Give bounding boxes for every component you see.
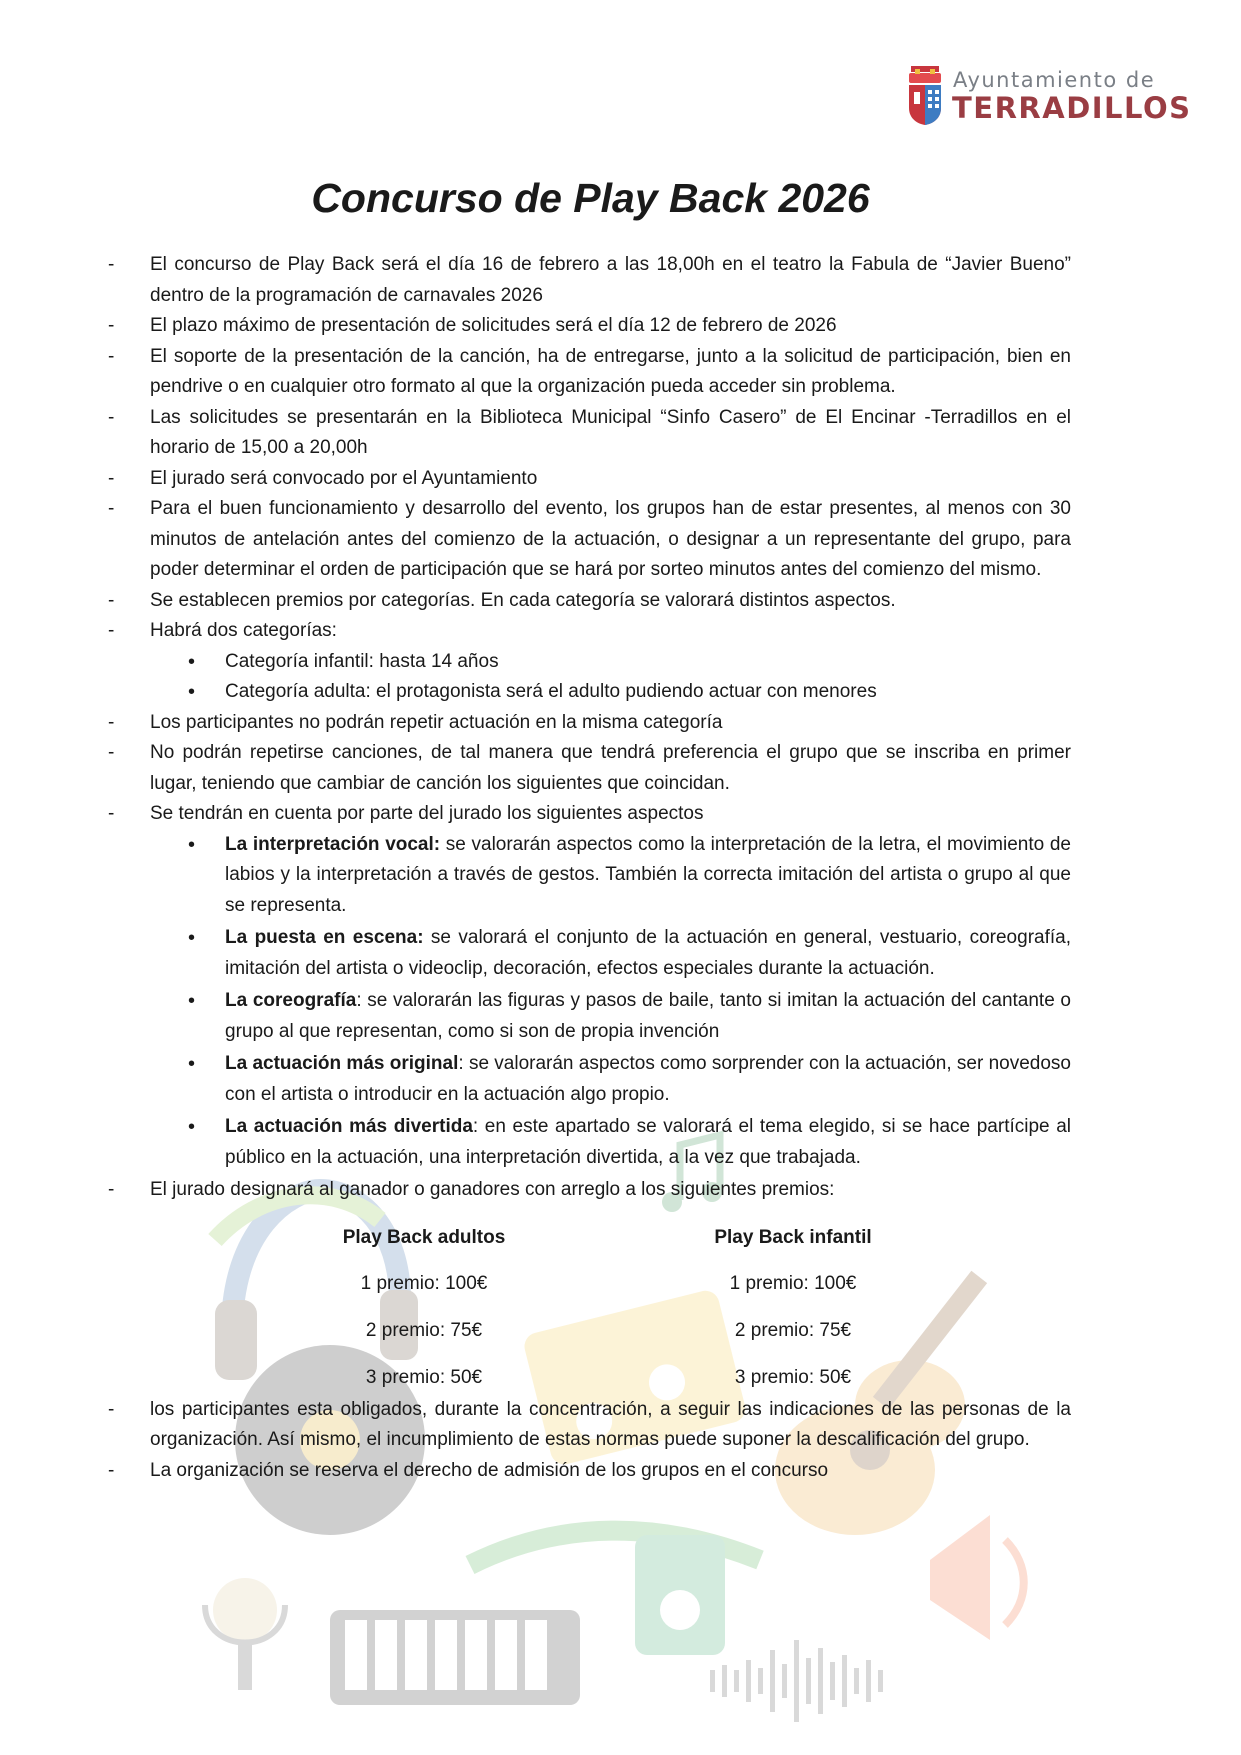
rule-item: - Las solicitudes se presentarán en la Biblioteca Municipal “Sinfo Casero” de El Encinar -Terradillos en el horario de 15,00 a 20,00h [108, 403, 1071, 464]
aspect-term: La actuación más original [225, 1053, 459, 1074]
prizes-table [108, 1223, 1071, 1388]
aspect-item [108, 923, 1071, 984]
aspect-item [108, 986, 1071, 1047]
aspect-text: se valorarán aspectos como la interpretación de la letra, el movimiento de labios y la interpretación a través de gestos. También la correcta imitación del artista o grupo al que se representa. [225, 833, 1071, 916]
category-item: • Categoría infantil: hasta 14 años [108, 647, 1071, 678]
logo-line-2: TERRADILLOS [952, 91, 1192, 125]
aspect-text: se valorará el conjunto de la actuación en general, vestuario, coreografía, imitación del artista o videoclip, decoración, efectos especiales durante la actuación. [225, 927, 1071, 979]
aspect-text: : se valorarán las figuras y pasos de baile, tanto si imitan la actuación del cantante o grupo al que representan, como si son de propia invención [225, 990, 1071, 1042]
prize-row: 1 premio: 100€ [729, 1272, 857, 1294]
logo-line-1: Ayuntamiento de [953, 68, 1156, 92]
rule-item: - El jurado designará al ganador o ganadores con arreglo a los siguientes premios: [108, 1175, 1071, 1206]
aspect-term: La puesta en escena: [225, 927, 424, 948]
category-item: • Categoría adulta: el protagonista será el adulto pudiendo actuar con menores [108, 677, 1071, 708]
prize-row: 1 premio: 100€ [360, 1272, 488, 1294]
prizes-adults-title: Play Back adultos [342, 1226, 506, 1248]
coat-of-arms-icon [905, 64, 945, 126]
rule-item: - Se establecen premios por categorías. En cada categoría se valorará distintos aspectos. [108, 586, 1071, 617]
town-hall-logo [905, 64, 1192, 128]
aspect-term: La coreografía [225, 990, 357, 1011]
aspect-item [108, 830, 1071, 922]
rule-item: - El plazo máximo de presentación de solicitudes será el día 12 de febrero de 2026 [108, 311, 1071, 342]
prizes-adults-column [274, 1223, 574, 1410]
rule-item: - Los participantes no podrán repetir actuación en la misma categoría [108, 708, 1071, 739]
prize-row: 3 premio: 50€ [734, 1366, 852, 1388]
rule-item: - Se tendrán en cuenta por parte del jurado los siguientes aspectos [108, 799, 1071, 830]
rule-item: - El soporte de la presentación de la canción, ha de entregarse, junto a la solicitud de participación, bien en pendrive o en cualquier otro formato al que la organización pueda acceder sin problema. [108, 342, 1071, 403]
rule-item: - los participantes esta obligados, durante la concentración, a seguir las indicaciones de las personas de la organización. Así mismo, el incumplimiento de estas normas puede suponer la descalificación del grupo. [108, 1395, 1071, 1456]
prize-row: 2 premio: 75€ [734, 1319, 852, 1341]
rule-item: - El concurso de Play Back será el día 16 de febrero a las 18,00h en el teatro la Fabula de “Javier Bueno” dentro de la programación de carnavales 2026 [108, 250, 1071, 311]
prizes-kids-column [643, 1223, 943, 1410]
aspect-item [108, 1112, 1071, 1173]
rule-item: - No podrán repetirse canciones, de tal manera que tendrá preferencia el grupo que se inscriba en primer lugar, teniendo que cambiar de canción los siguientes que coincidan. [108, 738, 1071, 799]
aspect-term: La interpretación vocal: [225, 833, 441, 855]
rule-item: - Para el buen funcionamiento y desarrollo del evento, los grupos han de estar presentes, al menos con 30 minutos de antelación antes del comienzo de la actuación, o designar a un representante del grupo, para poder determinar el orden de participación que se hará por sorteo minutos antes del comienzo del mismo. [108, 494, 1071, 586]
rule-item: - La organización se reserva el derecho de admisión de los grupos en el concurso [108, 1456, 1071, 1487]
document-body [108, 250, 1071, 1486]
rule-item: - El jurado será convocado por el Ayuntamiento [108, 464, 1071, 495]
aspect-term: La actuación más divertida [225, 1116, 473, 1137]
aspect-text: : se valorarán aspectos como sorprender con la actuación, ser novedoso con el artista o introducir en la actuación algo propio. [225, 1053, 1071, 1105]
aspect-text: : en este apartado se valorará el tema elegido, si se hace partícipe al público en la actuación, una interpretación divertida, a la vez que trabajada. [225, 1116, 1071, 1168]
rule-item: - Habrá dos categorías: [108, 616, 1071, 647]
categories-list [108, 647, 1071, 708]
prize-row: 2 premio: 75€ [365, 1319, 483, 1341]
prizes-kids-title: Play Back infantil [714, 1226, 872, 1248]
aspect-item [108, 1049, 1071, 1110]
prize-row: 3 premio: 50€ [365, 1366, 483, 1388]
aspects-list [108, 830, 1071, 1174]
document-title: Concurso de Play Back 2026 [311, 175, 870, 221]
